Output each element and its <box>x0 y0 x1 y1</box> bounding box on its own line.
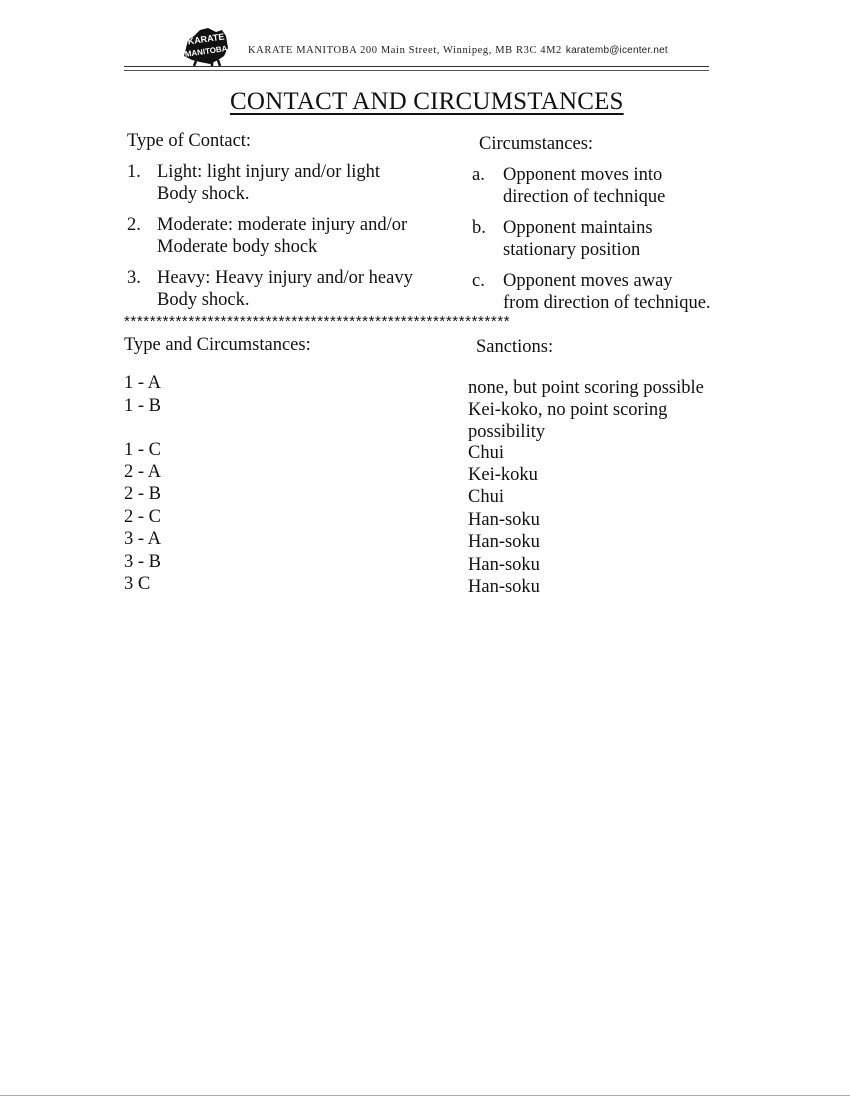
letterhead-rule-thin <box>124 70 709 71</box>
table-row-code: 3 - B <box>124 552 161 572</box>
table-row-sanction: Han-soku <box>468 555 540 575</box>
karate-manitoba-logo <box>182 26 230 66</box>
circumstance-item-line1: Opponent moves into <box>503 165 663 185</box>
circumstance-item <box>472 217 742 263</box>
contact-item-line1: Moderate: moderate injury and/or <box>157 215 408 235</box>
table-row-code: 2 - B <box>124 484 161 504</box>
org-address-text: KARATE MANITOBA 200 Main Street, Winnipeg, MB R3C 4M2 <box>248 45 562 56</box>
table-row-sanction: Han-soku <box>468 577 540 597</box>
contact-item-line2: Moderate body shock <box>157 237 318 257</box>
table-row-sanction: Chui <box>468 443 504 463</box>
email-address: karatemb@icenter.net <box>565 45 668 56</box>
table-row-code: 1 - B <box>124 396 161 416</box>
contact-item-number: 3. <box>127 268 141 288</box>
contact-header: Type of Contact: <box>127 131 252 151</box>
letterhead <box>124 24 709 76</box>
table-row-sanction: Chui <box>468 487 504 507</box>
circumstance-item <box>472 164 742 210</box>
contact-item-line2: Body shock. <box>157 290 250 310</box>
table-row-code: 2 - A <box>124 462 161 482</box>
contact-item <box>127 267 457 313</box>
table-row-sanction: none, but point scoring possible <box>468 378 704 398</box>
type-circumstances-header: Type and Circumstances: <box>124 335 311 355</box>
table-row-code: 2 - C <box>124 507 161 527</box>
circumstances-header: Circumstances: <box>479 134 594 154</box>
table-row-code: 1 - C <box>124 440 161 460</box>
letterhead-rule <box>124 66 709 67</box>
contact-item <box>127 161 457 207</box>
table-row-sanction-cont: possibility <box>468 422 546 442</box>
table-row-code: 3 C <box>124 574 151 594</box>
contact-item <box>127 214 457 260</box>
table-row-sanction: Kei-koku <box>468 465 538 485</box>
table-row-sanction: Kei-koko, no point scoring <box>468 400 668 420</box>
circumstance-item-letter: c. <box>472 271 485 291</box>
page-bottom-rule <box>0 1095 850 1096</box>
circumstance-item-line2: stationary position <box>503 240 641 260</box>
circumstance-item-line1: Opponent moves away <box>503 271 673 291</box>
svg-text:MANITOBA: MANITOBA <box>184 44 229 59</box>
org-address <box>248 45 668 56</box>
asterisk-separator: ************************************************************ <box>124 313 511 330</box>
circumstance-item-line2: from direction of technique. <box>503 293 711 313</box>
table-row-code: 3 - A <box>124 529 161 549</box>
circumstance-item-line2: direction of technique <box>503 187 666 207</box>
contact-item-number: 2. <box>127 215 141 235</box>
table-row-sanction: Han-soku <box>468 532 540 552</box>
contact-item-number: 1. <box>127 162 141 182</box>
contact-item-line2: Body shock. <box>157 184 250 204</box>
document-title: CONTACT AND CIRCUMSTANCES <box>230 88 624 115</box>
table-row-sanction: Han-soku <box>468 510 540 530</box>
circumstance-item-letter: b. <box>472 218 486 238</box>
circumstance-item-letter: a. <box>472 165 485 185</box>
circumstance-item-line1: Opponent maintains <box>503 218 653 238</box>
sanctions-header: Sanctions: <box>476 337 554 357</box>
svg-text:KARATE: KARATE <box>187 31 225 47</box>
contact-item-line1: Light: light injury and/or light <box>157 162 381 182</box>
contact-item-line1: Heavy: Heavy injury and/or heavy <box>157 268 413 288</box>
circumstance-item <box>472 270 742 316</box>
table-row-code: 1 - A <box>124 373 161 393</box>
